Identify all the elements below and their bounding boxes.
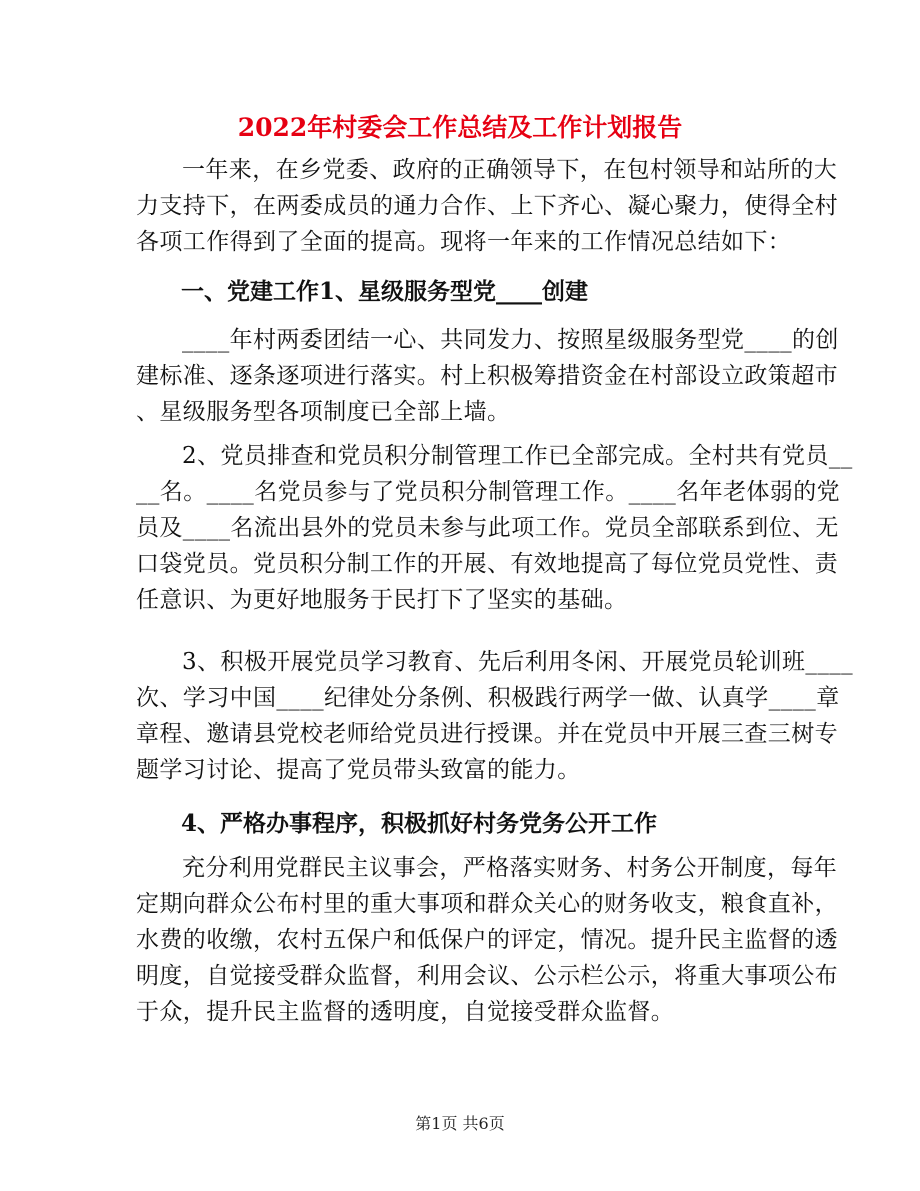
section1-paragraph [136, 322, 839, 430]
section2-paragraph [136, 438, 853, 618]
section-heading-affairs-disclosure: 4、严格办事程序，积极抓好村务党务公开工作 [181, 810, 658, 837]
document-title: 2022年村委会工作总结及工作计划报告 [237, 113, 683, 142]
text-line: 次、学习中国____纪律处分条例、积极践行两学一做、认真学____章 [136, 685, 840, 711]
text-line: 2、党员排查和党员积分制管理工作已全部完成。全村共有党员__ [182, 443, 853, 469]
section-heading-party-building: 一、党建工作1、星级服务型党____创建 [181, 278, 589, 305]
text-line: 定期向群众公布村里的重大事项和群众关心的财务收支，粮食直补， [136, 891, 838, 917]
text-line: 力支持下，在两委成员的通力合作、上下齐心、凝心聚力，使得全村 [136, 193, 838, 219]
text-line: 一年来，在乡党委、政府的正确领导下，在包村领导和站所的大 [182, 157, 838, 183]
text-line: ____年村两委团结一心、共同发力、按照星级服务型党____的创 [182, 327, 839, 353]
text-line: 任意识、为更好地服务于民打下了坚实的基础。 [136, 587, 628, 613]
text-line: 口袋党员。党员积分制工作的开展、有效地提高了每位党员党性、责 [136, 551, 838, 577]
text-line: 章程、邀请县党校老师给党员进行授课。并在党员中开展三查三树专 [136, 721, 838, 747]
text-line: 员及____名流出县外的党员未参与此项工作。党员全部联系到位、无 [136, 515, 839, 541]
text-line: 题学习讨论、提高了党员带头致富的能力。 [136, 757, 581, 783]
text-line: __名。____名党员参与了党员积分制管理工作。____名年老体弱的党 [136, 479, 840, 505]
text-line: 建标准、逐条逐项进行落实。村上积极筹措资金在村部设立政策超市 [136, 363, 838, 389]
text-line: 充分利用党群民主议事会，严格落实财务、村务公开制度，每年 [182, 855, 838, 881]
page-number-footer: 第1页 共6页 [415, 1114, 505, 1133]
section4-paragraph [136, 850, 838, 1030]
text-line: 明度，自觉接受群众监督，利用会议、公示栏公示，将重大事项公布 [136, 963, 838, 989]
text-line: 3、积极开展党员学习教育、先后利用冬闲、开展党员轮训班____ [182, 649, 854, 675]
text-line: 各项工作得到了全面的提高。现将一年来的工作情况总结如下： [136, 229, 792, 255]
text-line: 水费的收缴，农村五保户和低保户的评定，情况。提升民主监督的透 [136, 927, 838, 953]
text-line: 于众，提升民主监督的透明度，自觉接受群众监督。 [136, 999, 675, 1025]
text-line: 、星级服务型各项制度已全部上墙。 [136, 399, 511, 425]
intro-paragraph [136, 152, 838, 260]
section3-paragraph [136, 644, 854, 788]
